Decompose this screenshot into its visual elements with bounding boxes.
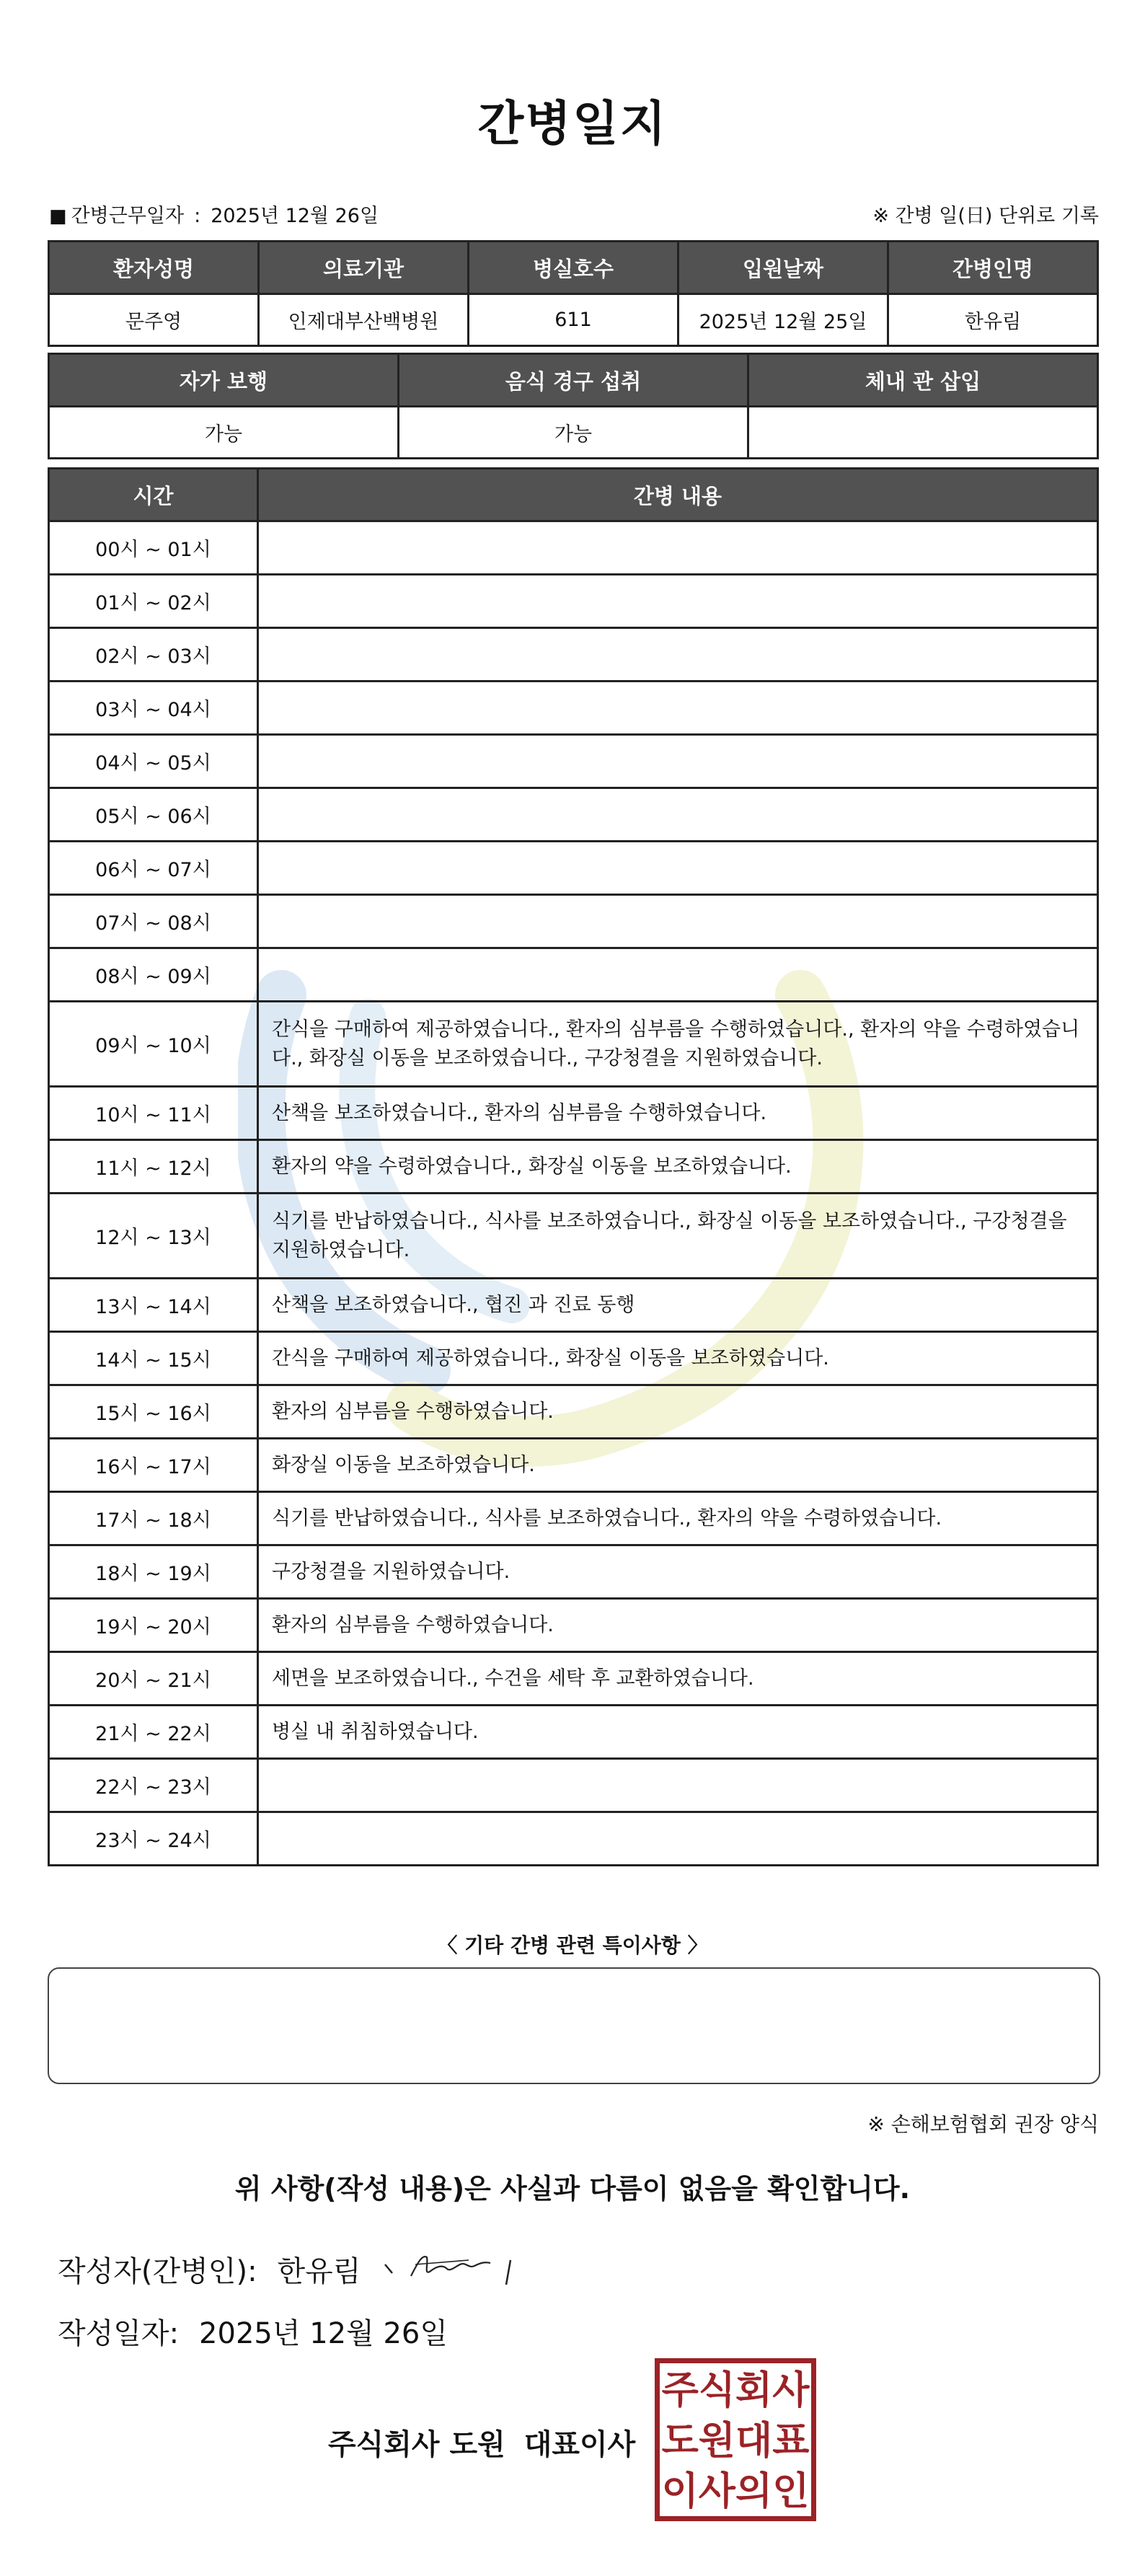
log-time-cell: 21시 ~ 22시 — [49, 1706, 258, 1759]
log-content-cell — [258, 628, 1098, 682]
table-row — [49, 1087, 1098, 1140]
table-row — [49, 948, 1098, 1002]
log-time-cell: 12시 ~ 13시 — [49, 1194, 258, 1279]
table-row — [49, 1194, 1098, 1279]
table-row — [49, 1492, 1098, 1545]
tube-insertion-value — [748, 407, 1098, 459]
log-time-cell: 04시 ~ 05시 — [49, 735, 258, 788]
work-date-label: 간병근무일자 — [71, 205, 185, 227]
table-row — [49, 1140, 1098, 1194]
header-oral-intake: 음식 경구 섭취 — [399, 354, 748, 407]
log-content-cell: 식기를 반납하였습니다., 식사를 보조하였습니다., 환자의 약을 수령하였습니다. — [258, 1492, 1098, 1545]
log-time-cell: 22시 ~ 23시 — [49, 1759, 258, 1812]
hospital-name: 인제대부산백병원 — [259, 294, 469, 346]
oral-intake-value: 가능 — [399, 407, 748, 459]
log-time-cell: 02시 ~ 03시 — [49, 628, 258, 682]
log-time-cell: 13시 ~ 14시 — [49, 1279, 258, 1332]
table-row — [49, 1385, 1098, 1439]
unit-note: ※ 간병 일(日) 단위로 기록 — [872, 205, 1099, 227]
table-row — [49, 842, 1098, 895]
walking-value: 가능 — [49, 407, 399, 459]
log-content-cell: 환자의 심부름을 수행하였습니다. — [258, 1385, 1098, 1439]
log-time-cell: 00시 ~ 01시 — [49, 521, 258, 575]
log-time-cell: 16시 ~ 17시 — [49, 1439, 258, 1492]
log-content-cell: 산책을 보조하였습니다., 협진 과 진료 동행 — [258, 1279, 1098, 1332]
log-content-cell: 환자의 심부름을 수행하였습니다. — [258, 1599, 1098, 1652]
info-header-row — [49, 242, 1098, 294]
log-content-cell — [258, 575, 1098, 628]
table-row — [49, 1759, 1098, 1812]
log-content-cell: 환자의 약을 수령하였습니다., 화장실 이동을 보조하였습니다. — [258, 1140, 1098, 1194]
log-content-cell — [258, 1759, 1098, 1812]
notes-box — [48, 1967, 1100, 2084]
header-care-content: 간병 내용 — [258, 469, 1098, 521]
log-time-cell: 14시 ~ 15시 — [49, 1332, 258, 1385]
room-number: 611 — [469, 294, 678, 346]
writer-name: 한유림 — [277, 2255, 361, 2288]
written-date-line — [58, 2311, 448, 2352]
table-row — [49, 1279, 1098, 1332]
log-content-cell — [258, 842, 1098, 895]
table-row — [49, 1812, 1098, 1866]
ability-value-row — [49, 407, 1098, 459]
company-role: 대표이사 — [523, 2428, 636, 2461]
ability-header-row — [49, 354, 1098, 407]
square-bullet-icon: ■ — [49, 206, 67, 227]
patient-ability-table — [48, 353, 1099, 459]
header-hospital: 의료기관 — [259, 242, 469, 294]
header-room: 병실호수 — [469, 242, 678, 294]
log-time-cell: 23시 ~ 24시 — [49, 1812, 258, 1866]
log-content-cell: 세면을 보조하였습니다., 수건을 세탁 후 교환하였습니다. — [258, 1652, 1098, 1706]
log-time-cell: 09시 ~ 10시 — [49, 1002, 258, 1087]
caregiver-name: 한유림 — [888, 294, 1098, 346]
date-value: 2025년 12월 26일 — [199, 2317, 448, 2350]
log-time-cell: 15시 ~ 16시 — [49, 1385, 258, 1439]
log-time-cell: 10시 ~ 11시 — [49, 1087, 258, 1140]
log-time-cell: 01시 ~ 02시 — [49, 575, 258, 628]
writer-label: 작성자(간병인) — [58, 2255, 248, 2288]
log-time-cell: 18시 ~ 19시 — [49, 1545, 258, 1599]
log-time-cell: 07시 ~ 08시 — [49, 895, 258, 948]
table-row — [49, 735, 1098, 788]
log-content-cell: 간식을 구매하여 제공하였습니다., 화장실 이동을 보조하였습니다. — [258, 1332, 1098, 1385]
table-row — [49, 1545, 1098, 1599]
table-row — [49, 575, 1098, 628]
table-row — [49, 788, 1098, 842]
seal-text: 주식회사 도원대표 이사의인 — [661, 2368, 810, 2513]
work-date — [49, 200, 379, 228]
log-content-cell: 구강청결을 지원하였습니다. — [258, 1545, 1098, 1599]
header-tube-insertion: 체내 관 삽입 — [748, 354, 1098, 407]
log-content-cell — [258, 788, 1098, 842]
confirmation-statement: 위 사항(작성 내용)은 사실과 다름이 없음을 확인합니다. — [234, 2173, 911, 2205]
table-row — [49, 1332, 1098, 1385]
table-row — [49, 895, 1098, 948]
info-value-row — [49, 294, 1098, 346]
colon: : — [169, 2317, 180, 2350]
patient-name: 문주영 — [49, 294, 259, 346]
admission-date: 2025년 12월 25일 — [678, 294, 888, 346]
header-walking: 자가 보행 — [49, 354, 399, 407]
table-row — [49, 1002, 1098, 1087]
header-caregiver: 간병인명 — [888, 242, 1098, 294]
writer-line — [58, 2249, 361, 2290]
log-content-cell — [258, 735, 1098, 788]
log-time-cell: 19시 ~ 20시 — [49, 1599, 258, 1652]
work-date-value: 2025년 12월 26일 — [211, 205, 379, 227]
table-row — [49, 682, 1098, 735]
log-time-cell: 20시 ~ 21시 — [49, 1652, 258, 1706]
table-row — [49, 521, 1098, 575]
header-time: 시간 — [49, 469, 258, 521]
care-log-table — [48, 467, 1099, 1866]
log-content-cell — [258, 521, 1098, 575]
log-time-cell: 17시 ~ 18시 — [49, 1492, 258, 1545]
log-content-cell: 산책을 보조하였습니다., 환자의 심부름을 수행하였습니다. — [258, 1087, 1098, 1140]
log-content-cell — [258, 1812, 1098, 1866]
patient-info-table — [48, 240, 1099, 347]
company-seal-stamp — [655, 2358, 816, 2521]
log-content-cell: 식기를 반납하였습니다., 식사를 보조하였습니다., 화장실 이동을 보조하였습니다., 구강청결을 지원하였습니다. — [258, 1194, 1098, 1279]
log-time-cell: 08시 ~ 09시 — [49, 948, 258, 1002]
colon: : — [247, 2255, 257, 2288]
log-content-cell — [258, 895, 1098, 948]
form-footnote: ※ 손해보험협회 권장 양식 — [867, 2112, 1099, 2136]
notes-title: 〈 기타 간병 관련 특이사항 〉 — [437, 1933, 708, 1957]
date-label: 작성일자 — [58, 2317, 169, 2350]
colon: : — [194, 205, 201, 227]
company-name: 주식회사 도원 — [328, 2428, 505, 2461]
log-time-cell: 05시 ~ 06시 — [49, 788, 258, 842]
log-time-cell: 06시 ~ 07시 — [49, 842, 258, 895]
table-row — [49, 1439, 1098, 1492]
signature-image — [382, 2243, 526, 2293]
log-content-cell: 화장실 이동을 보조하였습니다. — [258, 1439, 1098, 1492]
page-title: 간병일지 — [477, 96, 668, 151]
table-row — [49, 1652, 1098, 1706]
log-content-cell: 간식을 구매하여 제공하였습니다., 환자의 심부름을 수행하였습니다., 환자의 약을 수령하였습니다., 화장실 이동을 보조하였습니다., 구강청결을 지원하였습니다. — [258, 1002, 1098, 1087]
log-content-cell: 병실 내 취침하였습니다. — [258, 1706, 1098, 1759]
header-admission-date: 입원날짜 — [678, 242, 888, 294]
header-patient-name: 환자성명 — [49, 242, 259, 294]
log-content-cell — [258, 682, 1098, 735]
log-time-cell: 03시 ~ 04시 — [49, 682, 258, 735]
log-header-row — [49, 469, 1098, 521]
table-row — [49, 1706, 1098, 1759]
log-content-cell — [258, 948, 1098, 1002]
company-line — [328, 2422, 635, 2463]
table-row — [49, 628, 1098, 682]
log-time-cell: 11시 ~ 12시 — [49, 1140, 258, 1194]
table-row — [49, 1599, 1098, 1652]
